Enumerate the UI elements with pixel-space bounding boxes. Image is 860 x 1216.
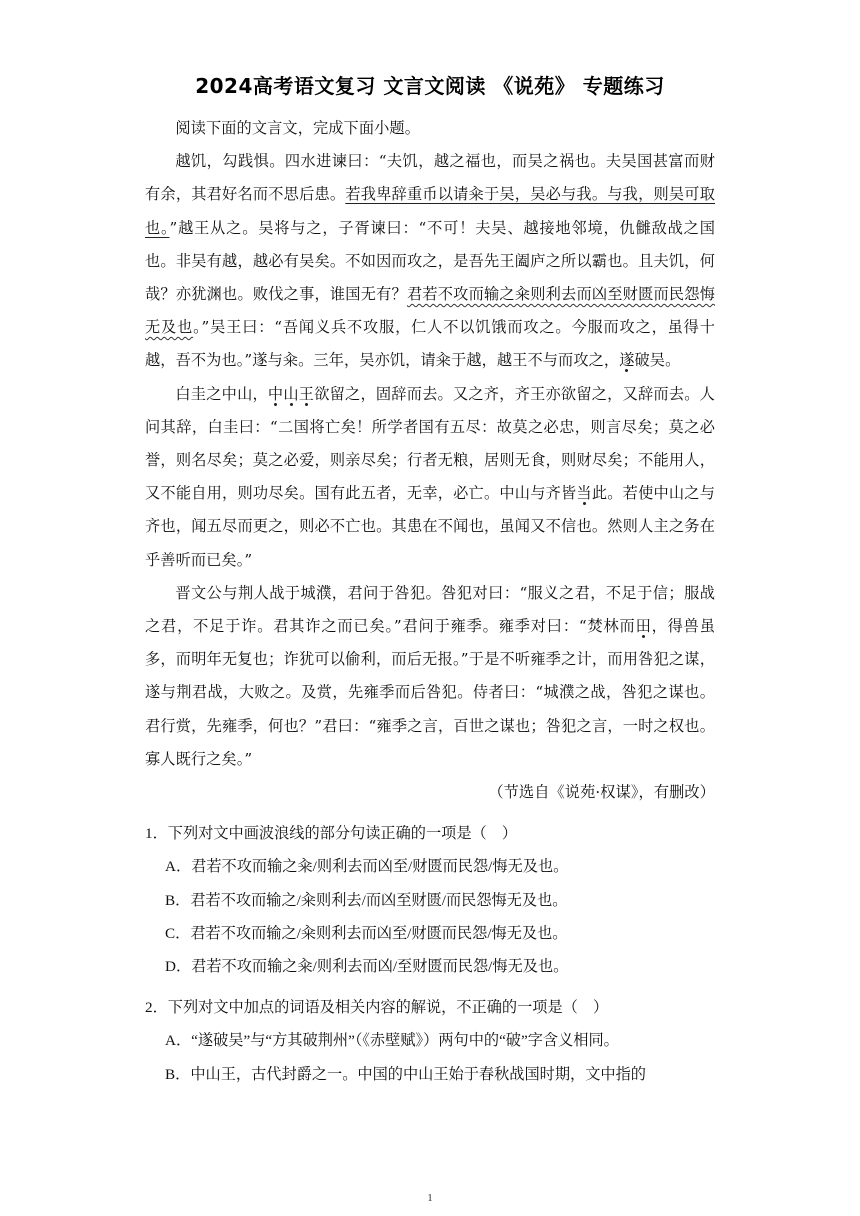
- passage-paragraph-1: [145, 145, 715, 377]
- dotted-char: 中: [267, 384, 284, 403]
- page-title: 2024高考语文复习 文言文阅读 《说苑》 专题练习: [195, 74, 665, 98]
- question-2-option-b: B．中山王，古代封爵之一。中国的中山王始于春秋战国时期，文中指的: [165, 1065, 646, 1083]
- p1-text-a: 越饥，勾践惧。四水进谏曰：“夫饥，越之福也，而吴之祸也。夫吴国甚富而财有余，其君好名而不思后患。: [145, 152, 715, 204]
- passage-paragraph-3: [145, 577, 715, 776]
- document-body: [145, 112, 715, 1091]
- underlined-sentence: 若我卑辞重币以请籴于吴，吴必与我。与我，则吴可取也。: [145, 185, 715, 237]
- dotted-term-dang: 当: [576, 484, 592, 503]
- dotted-term-tian: 田: [635, 617, 652, 636]
- passage-source: （节选自《说苑·权谋》，有删改）: [488, 783, 715, 802]
- p1-text-b: ”越王从之。吴将与之，子胥谏曰：“不可！夫吴、越接地邻境，仇雠敌战之国也。非吴有越，越必有吴矣。不如因而攻之，是吾先王阖庐之所以霸也。且夫饥，何哉？亦犹渊也。败伐之事，谁国无有？: [145, 218, 715, 304]
- intro-line: 阅读下面的文言文，完成下面小题。: [175, 119, 420, 137]
- question-1-option-a: A．君若不攻而输之籴/则利去而凶至/财匮而民怨/悔无及也。: [165, 858, 569, 876]
- p3-text-b: ，得兽虽多，而明年无复也；诈犹可以偷利，而后无报。”于是不听雍季之计，而用咎犯之谋，遂与荆君战，大败之。及赏，先雍季而后咎犯。侍者曰：“城濮之战，咎犯之谋也。君行赏，先雍季，何也？”君曰：“雍季之言，百世之谋也；咎犯之言，一时之权也。寡人既行之矣。”: [145, 617, 715, 768]
- p1-text-c: 。”吴王曰：“吾闻义兵不攻服，仁人不以饥饿而攻之。今服而攻之，虽得十越，吾不为也。”遂与籴。三年，吴亦饥，请籴于越，越王不与而攻之，: [145, 318, 715, 370]
- p2-text-c: 此。若使中山之与齐也，闻五尽而更之，则必不亡也。其患在不闻也，虽闻又不信也。然则人主之务在乎善听而已矣。”: [145, 484, 715, 569]
- wavy-underlined-sentence: 君若不攻而输之籴则利去而凶至财匮而民怨悔无及也: [145, 285, 716, 337]
- page-number: 1: [427, 1192, 433, 1204]
- dotted-char: 遂: [619, 351, 635, 370]
- p2-text-a: 白圭之中山，: [175, 384, 268, 403]
- dotted-char: 山: [283, 384, 299, 403]
- question-2-stem: 2．下列对文中加点的词语及相关内容的解说，不正确的一项是（ ）: [145, 999, 609, 1017]
- dotted-char: 王: [298, 384, 315, 403]
- question-1-option-c: C．君若不攻而输之/籴则利去而凶至/财匮而民怨/悔无及也。: [165, 924, 568, 942]
- p3-text-a: 晋文公与荆人战于城濮，君问于咎犯。咎犯对曰：“服义之君，不足于信；服战之君，不足于诈。君其诈之而已矣。”君问于雍季。雍季对曰：“焚林而: [145, 583, 715, 636]
- p1-text-d: 。: [665, 351, 681, 370]
- question-1-option-d: D．君若不攻而输之籴/则利去而凶/至财匮而民怨/悔无及也。: [165, 958, 569, 976]
- question-2-option-a: A．“遂破吴”与“方其破荆州”（《赤壁赋》）两句中的“破”字含义相同。: [165, 1032, 619, 1050]
- passage-paragraph-2: [145, 378, 715, 577]
- dotted-term-sui-po-wu: [619, 351, 665, 369]
- question-1-stem: 1．下列对文中画波浪线的部分句读正确的一项是（ ）: [145, 825, 518, 843]
- question-1-option-b: B．君若不攻而输之/籴则利去/而凶至财匮/而民怨悔无及也。: [165, 891, 568, 909]
- plain-char: 破吴: [634, 351, 666, 370]
- p2-text-b: 欲留之，固辞而去。又之齐，齐王亦欲留之，又辞而去。人问其辞，白圭曰：“二国将亡矣！所学者国有五尽：故莫之必忠，则言尽矣；莫之必誉，则名尽矣；莫之必爱，则亲尽矣；行者无粮，居则无食，则财尽矣；不能用人，又不能自用，则功尽矣。国有此五者，无幸，必亡。中山与齐皆: [145, 384, 715, 503]
